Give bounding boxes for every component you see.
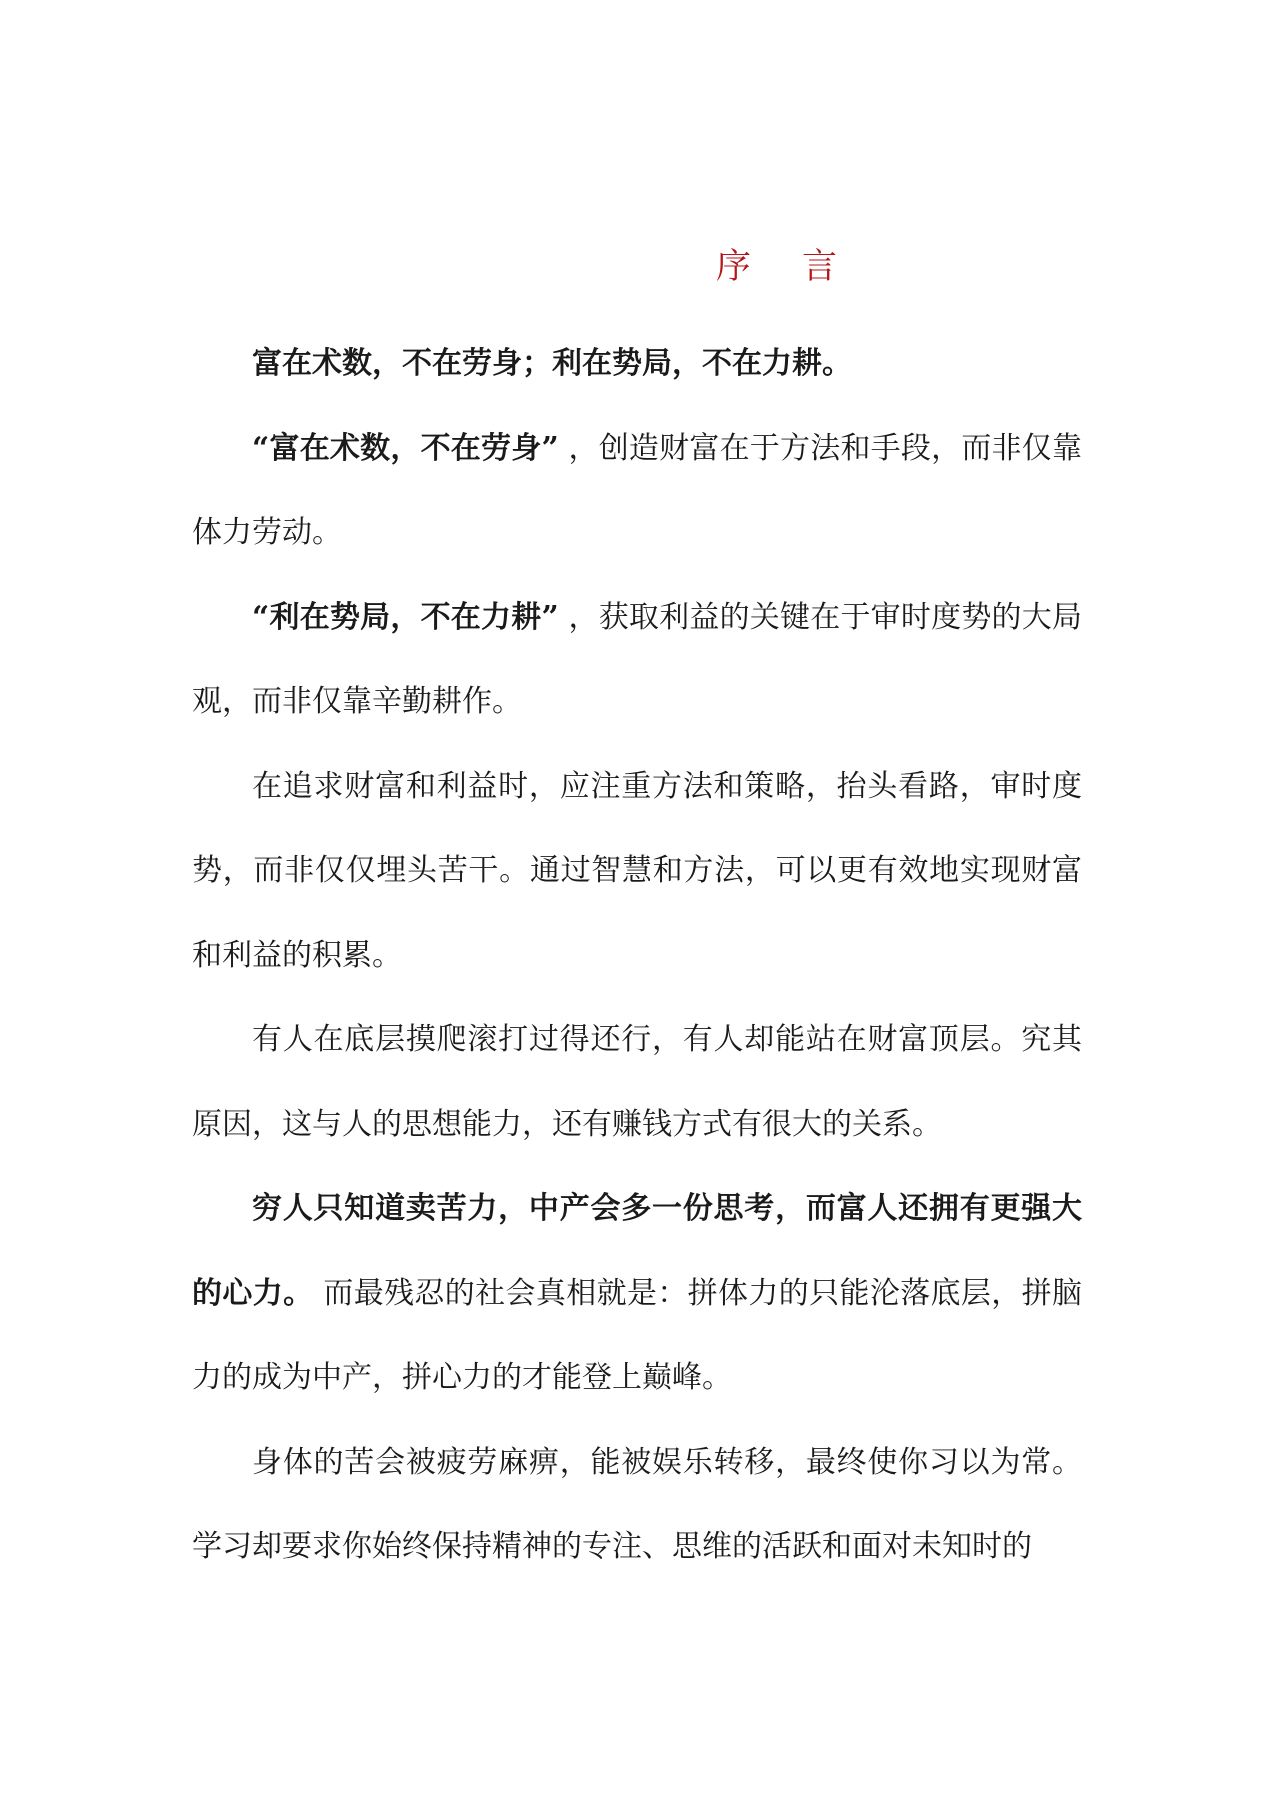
plain-text: ，获取利益的关键在于审时度势的大局观，而非仅靠辛勤耕作。 <box>192 599 1082 719</box>
bold-text: 穷人只知道卖苦力，中产会多一份思考，而富人还拥有更强大的心力。 <box>192 1191 1082 1311</box>
paragraph-1 <box>192 322 1082 407</box>
plain-text: 身体的苦会被疲劳麻痹，能被娱乐转移，最终使你习以为常。学习却要求你始终保持精神的专注、思维的活跃和面对未知时的 <box>192 1444 1082 1564</box>
paragraph-3 <box>192 576 1082 745</box>
plain-text: 而最残忍的社会真相就是：拼体力的只能沦落底层，拼脑力的成为中产，拼心力的才能登上巅峰。 <box>192 1275 1082 1395</box>
bold-text: “利在势局，不在力耕” <box>252 599 559 635</box>
plain-text: 在追求财富和利益时，应注重方法和策略，抬头看路，审时度势，而非仅仅埋头苦干。通过智慧和方法，可以更有效地实现财富和利益的积累。 <box>192 768 1082 973</box>
plain-text: 有人在底层摸爬滚打过得还行，有人却能站在财富顶层。究其原因，这与人的思想能力，还有赚钱方式有很大的关系。 <box>192 1022 1082 1142</box>
paragraph-6 <box>192 1167 1082 1421</box>
paragraph-4 <box>192 745 1082 999</box>
paragraph-7 <box>192 1421 1082 1590</box>
plain-text: ，创造财富在于方法和手段，而非仅靠体力劳动。 <box>192 430 1082 550</box>
page-title: 序 言 <box>715 247 858 287</box>
bold-text: “富在术数，不在劳身” <box>252 430 559 466</box>
bold-text: 富在术数，不在劳身；利在势局，不在力耕。 <box>252 346 852 381</box>
paragraph-2 <box>192 407 1082 576</box>
body-text <box>192 322 1082 1590</box>
paragraph-5 <box>192 998 1082 1167</box>
